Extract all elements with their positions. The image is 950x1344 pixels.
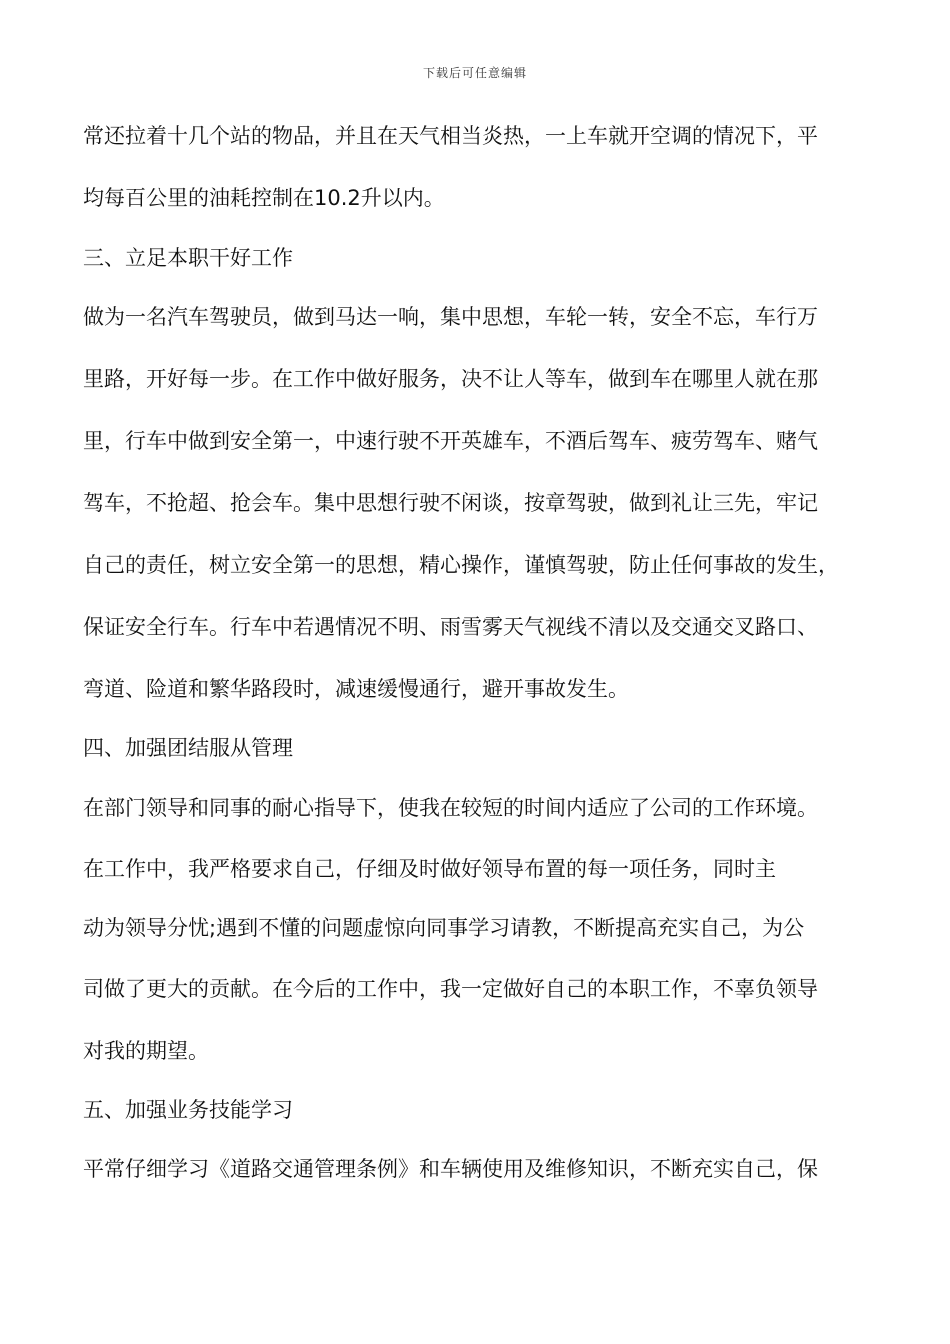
page-header: 下载后可任意编辑 <box>422 66 527 80</box>
body-line-8: 自己的责任，树立安全第一的思想，精心操作，谨慎驾驶，防止任何事故的发生， <box>83 553 839 577</box>
body-line-10: 弯道、险道和繁华路段时，减速缓慢通行，避开事故发生。 <box>83 677 629 701</box>
section-heading-4: 四、加强团结服从管理 <box>83 736 293 760</box>
body-line-12: 在部门领导和同事的耐心指导下，使我在较短的时间内适应了公司的工作环境。 <box>83 796 818 820</box>
section-heading-5: 五、加强业务技能学习 <box>83 1098 293 1122</box>
body-line-16: 对我的期望。 <box>83 1039 209 1063</box>
body-line-9: 保证安全行车。行车中若遇情况不明、雨雪雾天气视线不清以及交通交叉路口、 <box>83 615 818 639</box>
body-line-4: 做为一名汽车驾驶员，做到马达一响，集中思想，车轮一转，安全不忘，车行万 <box>83 305 818 329</box>
body-line-1: 常还拉着十几个站的物品，并且在天气相当炎热，一上车就开空调的情况下，平 <box>83 124 818 148</box>
section-heading-3: 三、立足本职干好工作 <box>83 246 293 270</box>
body-line-6: 里，行车中做到安全第一，中速行驶不开英雄车，不酒后驾车、疲劳驾车、赌气 <box>83 429 818 453</box>
body-line-13: 在工作中，我严格要求自己，仔细及时做好领导布置的每一项任务，同时主 <box>83 857 776 881</box>
body-line-2: 均每百公里的油耗控制在10.2升以内。 <box>83 186 445 210</box>
body-line-5: 里路，开好每一步。在工作中做好服务，决不让人等车，做到车在哪里人就在那 <box>83 367 818 391</box>
body-line-18: 平常仔细学习《道路交通管理条例》和车辆使用及维修知识，不断充实自己，保 <box>83 1157 818 1181</box>
body-line-15: 司做了更大的贡献。在今后的工作中，我一定做好自己的本职工作，不辜负领导 <box>83 977 818 1001</box>
body-line-14: 动为领导分忧;遇到不懂的问题虚惊向同事学习请教，不断提高充实自己，为公 <box>83 916 805 940</box>
body-line-7: 驾车，不抢超、抢会车。集中思想行驶不闲谈，按章驾驶，做到礼让三先，牢记 <box>83 491 818 515</box>
